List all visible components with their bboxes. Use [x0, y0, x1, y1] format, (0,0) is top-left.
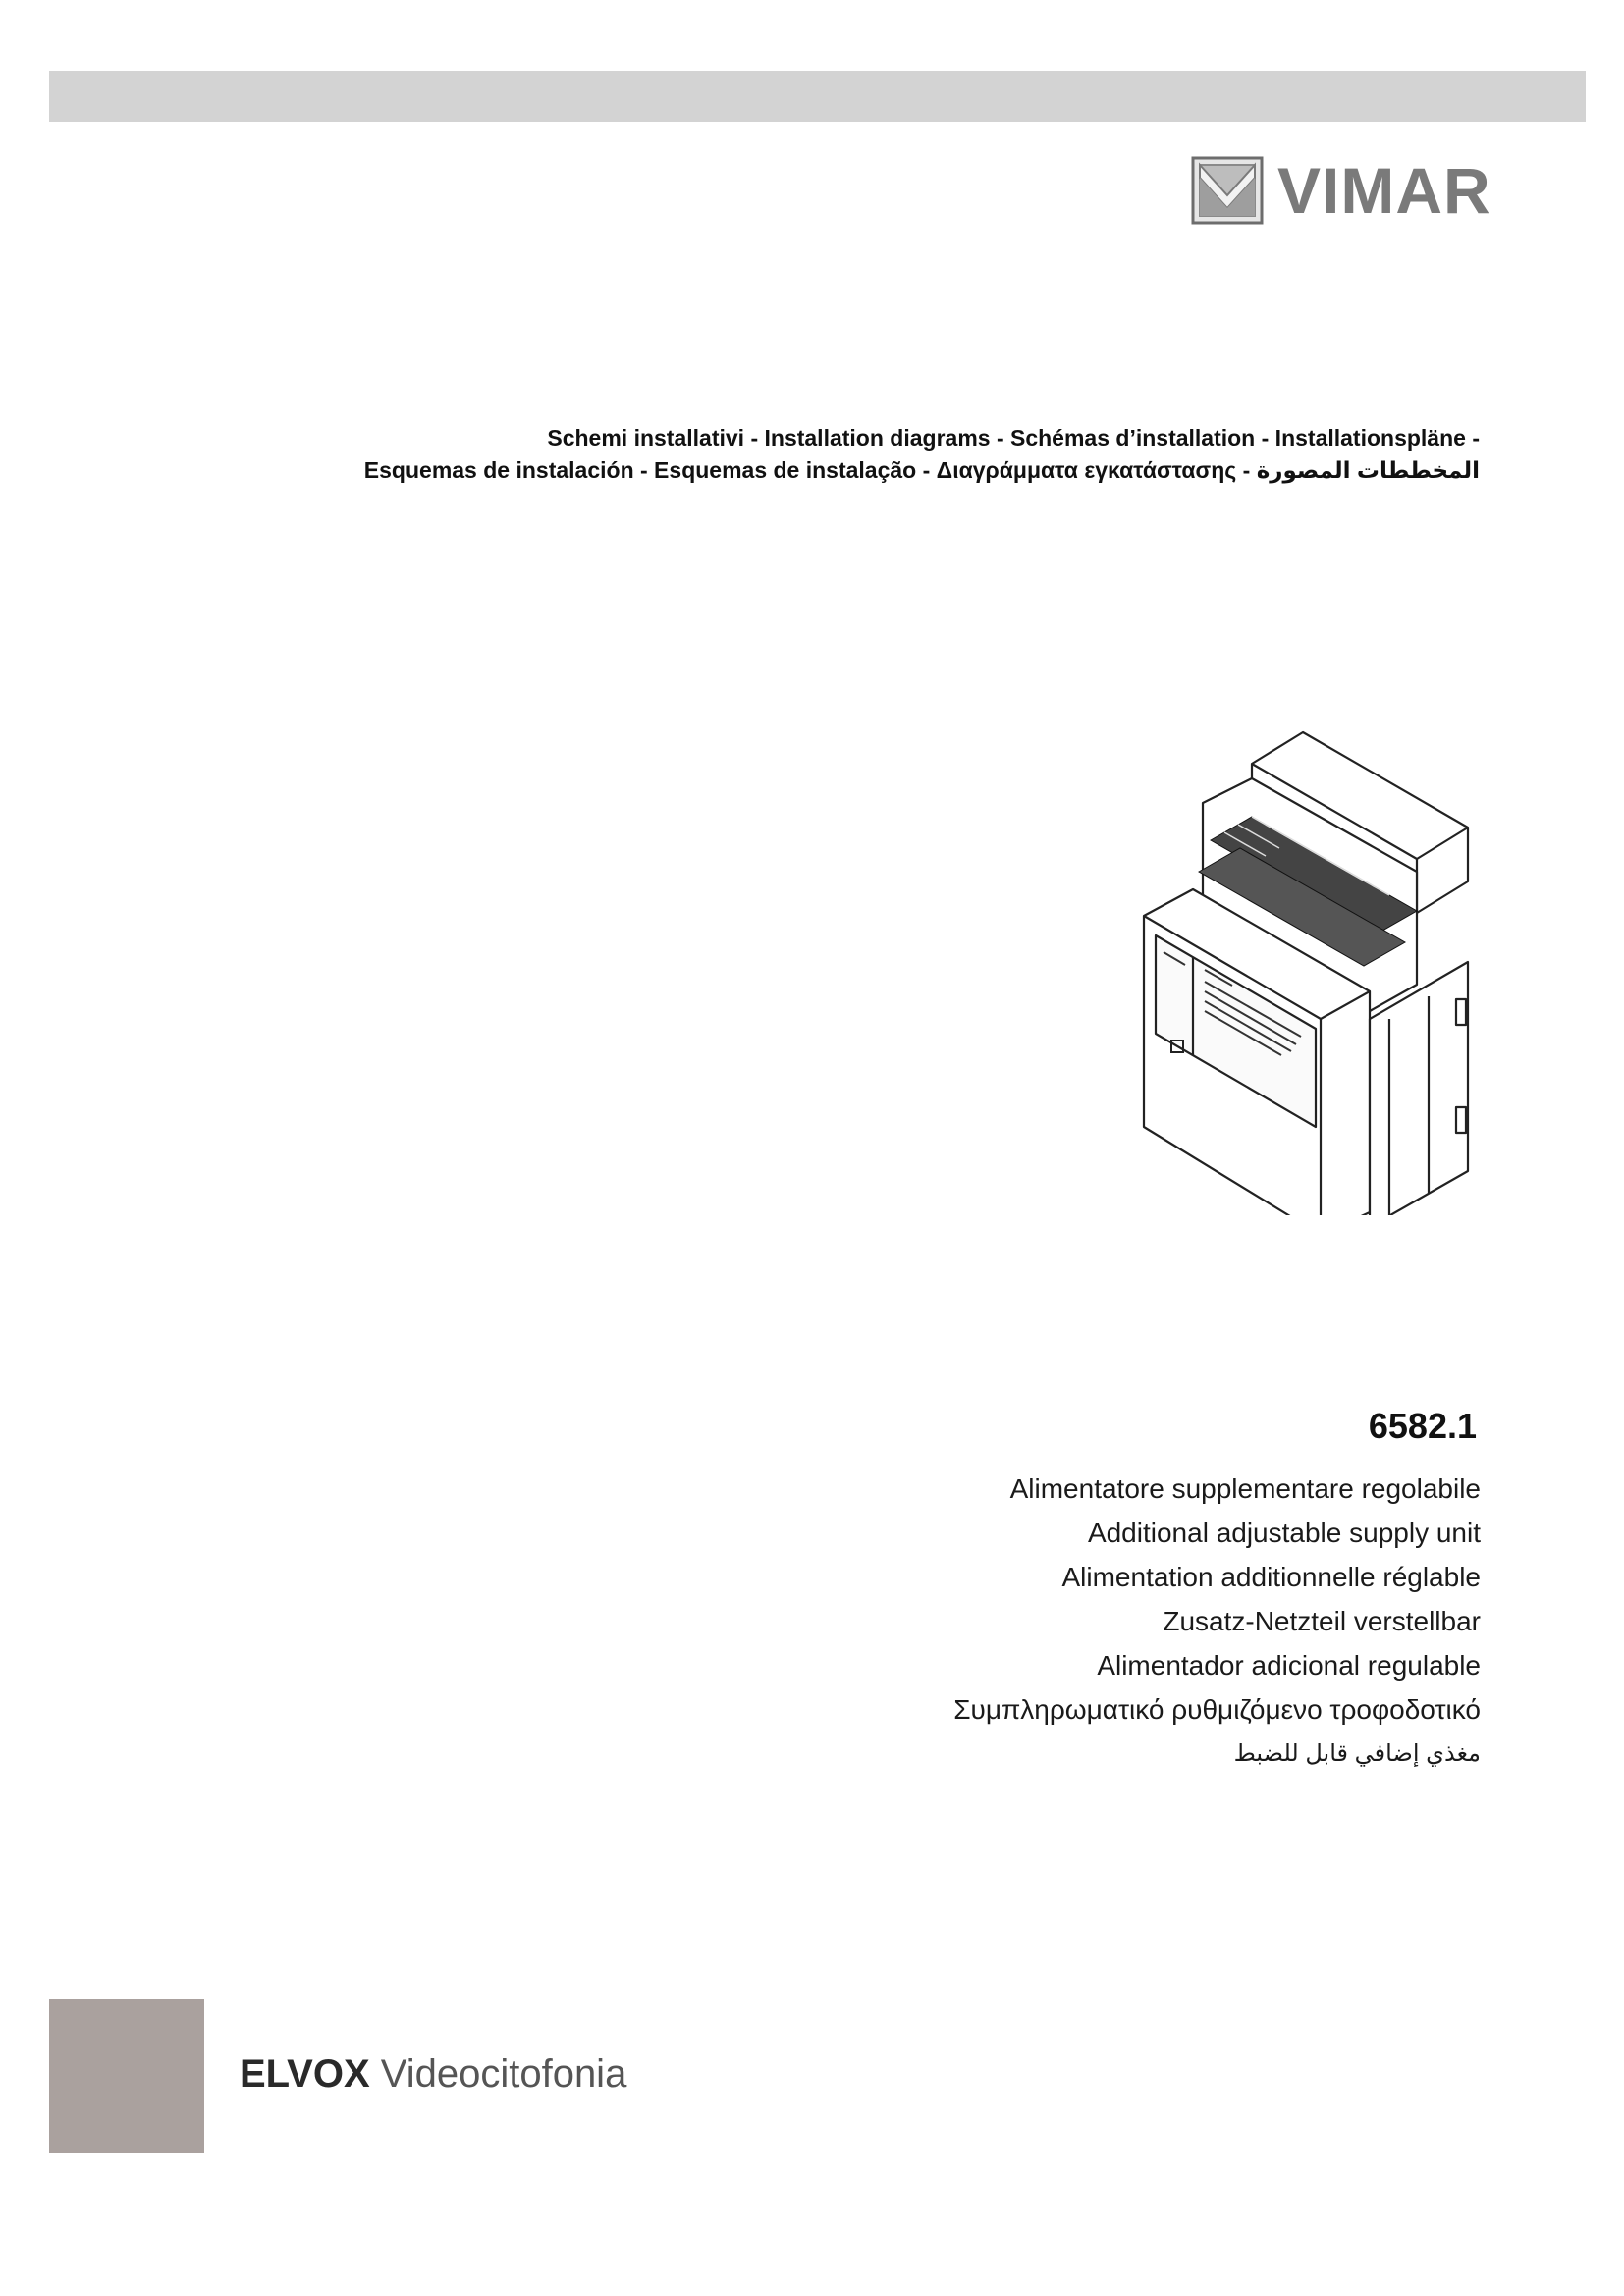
footer-brand [240, 2050, 626, 2099]
description-de: Zusatz-Netzteil verstellbar [1163, 1606, 1481, 1636]
subtitle-line-2: Esquemas de instalación - Esquemas de instalação - Διαγράμματα εγκατάστασης - المخططات المصورة [363, 457, 1480, 483]
logo-text: VIMAR [1277, 154, 1491, 227]
brand-name: ELVOX [240, 2053, 370, 2096]
brand-division: Videocitofonia [380, 2053, 627, 2096]
product-descriptions [953, 1467, 1481, 1776]
brand-color-block [49, 1999, 204, 2153]
document-subtitle [364, 422, 1480, 487]
description-it: Alimentatore supplementare regolabile [1009, 1473, 1481, 1504]
device-illustration [1134, 724, 1488, 1220]
description-el: Συμπληρωματικό ρυθμιζόμενο τροφοδοτικό [953, 1694, 1481, 1725]
vimar-emblem-icon [1191, 156, 1264, 225]
description-en: Additional adjustable supply unit [1087, 1518, 1481, 1548]
vimar-logo [1191, 154, 1491, 227]
top-band [49, 71, 1586, 122]
description-fr: Alimentation additionnelle réglable [1061, 1562, 1481, 1592]
product-code: 6582.1 [1368, 1406, 1477, 1446]
description-es: Alimentador adicional regulable [1097, 1650, 1481, 1681]
subtitle-line-1: Schemi installativi - Installation diagrams - Schémas d’installation - Installationspläne - [547, 425, 1480, 451]
description-ar: مغذي إضافي قابل للضبط [1233, 1740, 1481, 1767]
